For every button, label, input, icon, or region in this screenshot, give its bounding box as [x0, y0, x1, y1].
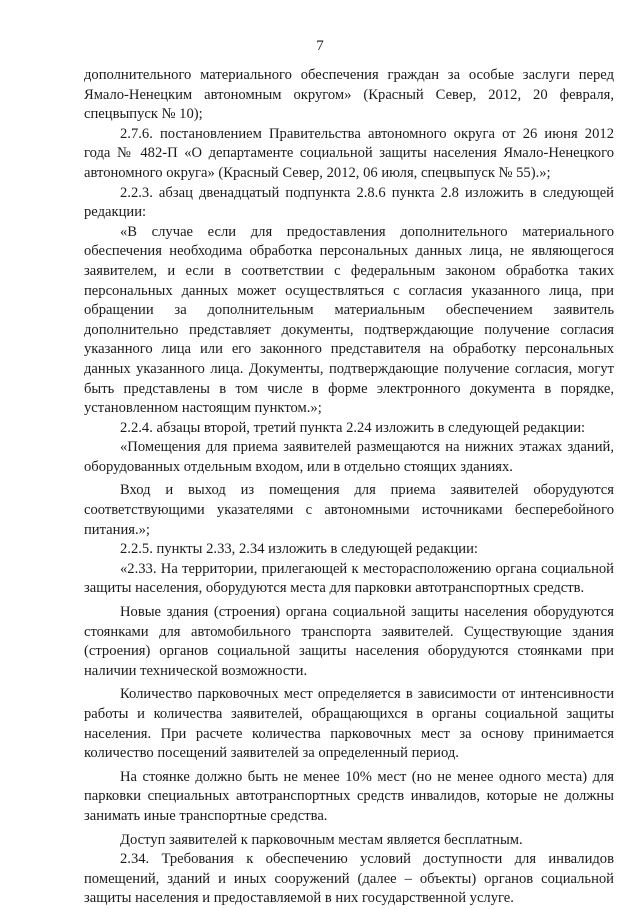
paragraph-2-2-4: 2.2.4. абзацы второй, третий пункта 2.24 изложить в следующей редакции: — [120, 419, 586, 436]
paragraph-entrance-exit: Вход и выход из помещения для приема заявителей оборудуются соответствующими указателями с автономными источниками бесперебойного питания.»; — [84, 482, 614, 538]
paragraph-2-2-3: 2.2.3. абзац двенадцатый подпункта 2.8.6 пункта 2.8 изложить в следующей редакции: — [84, 184, 614, 221]
paragraph-2-34: 2.34. Требования к обеспечению условий доступности для инвалидов помещений, зданий и иных сооружений (далее – объекты) органов социальной защиты населения и предоставляемой в них государственной услуге. — [84, 851, 614, 907]
paragraph-parking-count: Количество парковочных мест определяется в зависимости от интенсивности работы и количества заявителей, обращающихся в органы социальной защиты населения. При расчете количества парковочных мест за основу принимается количество посещений заявителей за определенный период. — [84, 686, 614, 762]
paragraph-disabled-parking: На стоянке должно быть не менее 10% мест (но не менее одного места) для парковки специальных автотранспортных средств инвалидов, которые не должны занимать иные транспортные средства. — [84, 768, 614, 824]
paragraph-continuation: дополнительного материального обеспечения граждан за особые заслуги перед Ямало-Ненецким автономным округом» (Красный Север, 2012, 20 февраля, спецвыпуск № 10); — [84, 67, 614, 123]
paragraph-2-7-6: 2.7.6. постановлением Правительства автономного округа от 26 июня 2012 года № 482-П «О департаменте социальной защиты населения Ямало-Ненецкого автономного округа» (Красный Север, 2012, 06 июля, спецвыпуск № 55).»; — [84, 125, 614, 181]
paragraph-2-2-5: 2.2.5. пункты 2.33, 2.34 изложить в следующей редакции: — [120, 541, 478, 558]
paragraph-premises: «Помещения для приема заявителей размещаются на нижних этажах зданий, оборудованных отдельным входом, или в отдельно стоящих зданиях. — [84, 439, 614, 475]
document-body — [84, 66, 614, 909]
page-number: 7 — [316, 38, 324, 54]
paragraph-2-33: «2.33. На территории, прилегающей к месторасположению органа социальной защиты населения, оборудуются места для парковки автотранспортных средств. — [84, 560, 614, 597]
paragraph-personal-data: «В случае если для предоставления дополнительного материального обеспечения необходима обработка персональных данных лица, не являющегося заявителем, и если в соответствии с федеральным законом обработка таких персональных данных может осуществляться с согласия указанного лица, при обращении за дополнительным материальным обеспечением заявитель дополнительно представляет документы, подтверждающие получение согласия указанного лица или его законного представителя на обработку персональных данных указанного лица. Документы, подтверждающие получение согласия, могут быть представлены в том числе в форме электронного документа в порядке, установленном настоящим пунктом.»; — [84, 223, 614, 417]
paragraph-new-buildings: Новые здания (строения) органа социальной защиты населения оборудуются стоянками для автомобильного транспорта заявителей. Существующие здания (строения) органов социальной защиты населения оборудуются стоянками при наличии технической возможности. — [84, 604, 614, 679]
paragraph-free-access: Доступ заявителей к парковочным местам является бесплатным. — [120, 831, 523, 848]
